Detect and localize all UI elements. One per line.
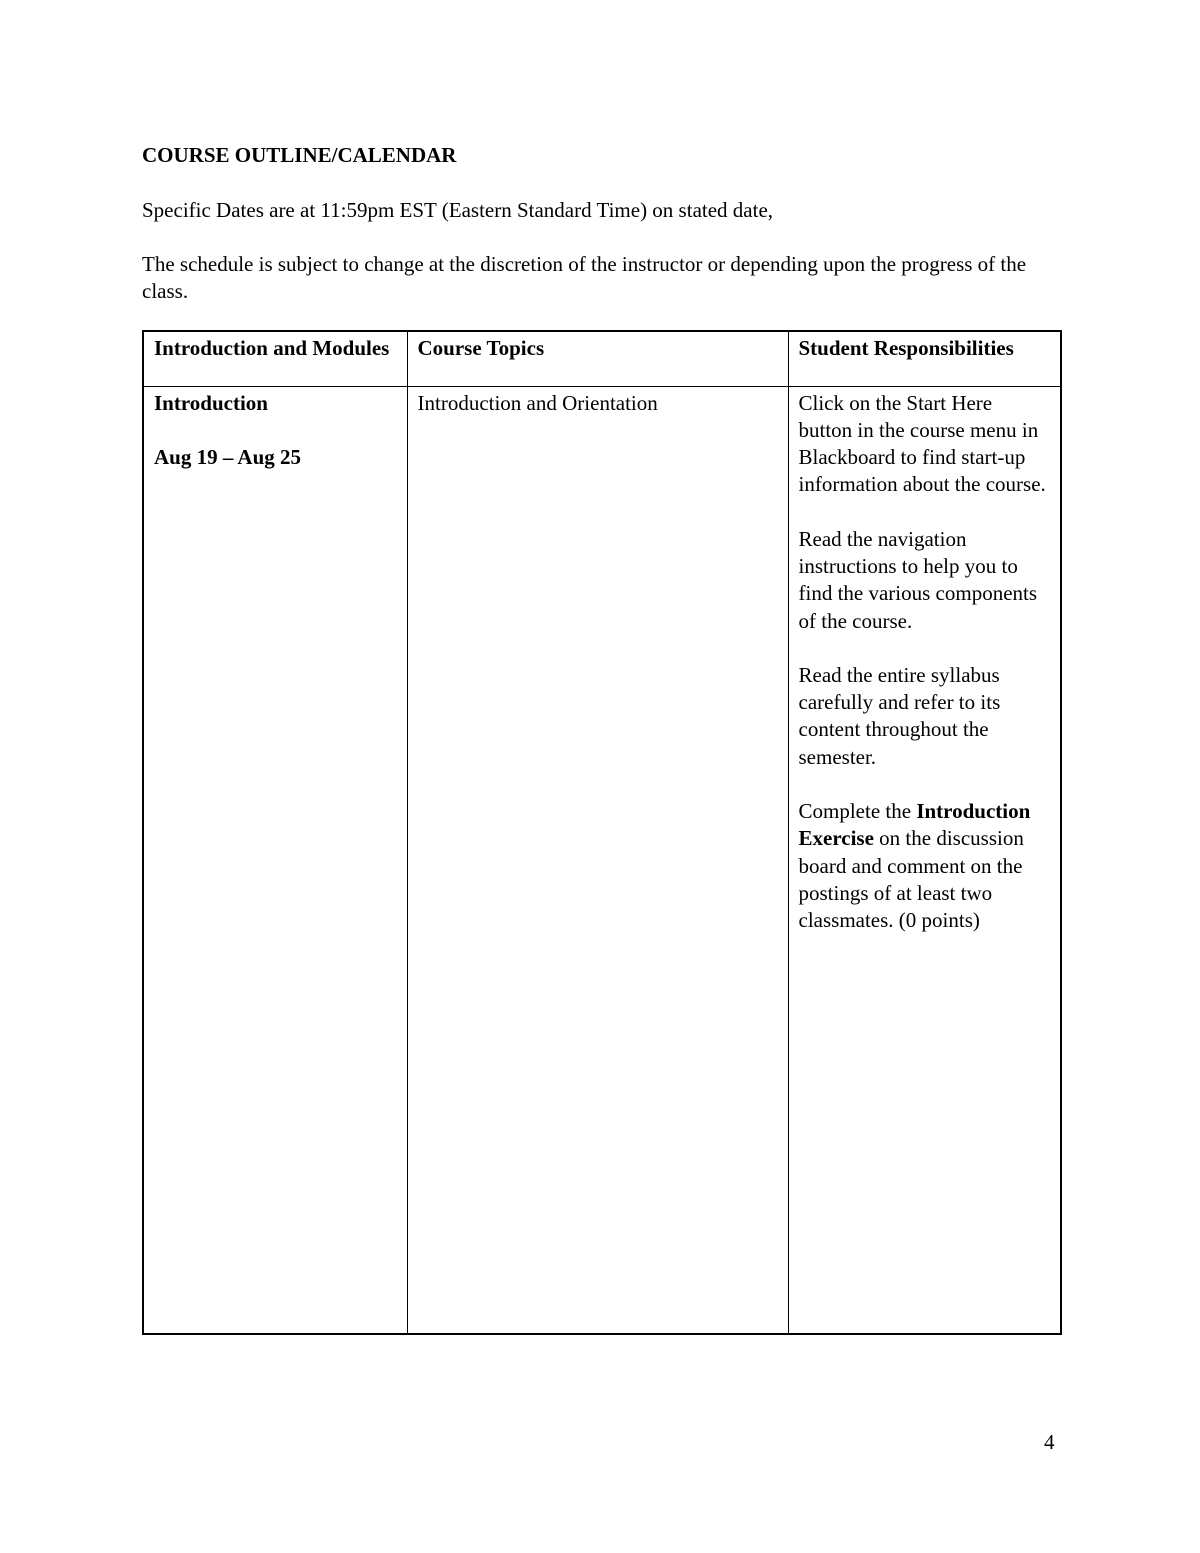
table-row [143, 386, 1061, 1334]
responsibility-3: Read the entire syllabus carefully and refer to its content throughout the semester. [798, 662, 1001, 769]
spacer [799, 771, 1051, 798]
introduction-exercise-label: Introduction Exercise [798, 799, 1031, 851]
dates-note: Specific Dates are at 11:59pm EST (Eastern Standard Time) on stated date, [142, 198, 774, 222]
module-name: Introduction [154, 390, 268, 415]
responsibility-4 [799, 798, 1051, 934]
header-topics: Course Topics [407, 331, 788, 386]
course-outline-table [142, 330, 1062, 1335]
topic-text: Introduction and Orientation [417, 390, 658, 415]
header-responsibilities: Student Responsibilities [788, 331, 1061, 386]
page-number: 4 [1044, 1430, 1055, 1454]
responsibility-4-prefix: Complete the [798, 799, 917, 824]
spacer [154, 417, 397, 444]
table-header-row [143, 331, 1061, 386]
schedule-note: The schedule is subject to change at the discretion of the instructor or depending upon the progress of the class. [142, 252, 1027, 303]
page-title: COURSE OUTLINE/CALENDAR [142, 143, 457, 167]
responsibility-1: Click on the Start Here button in the course menu in Blackboard to find start-up information about the course. [798, 390, 1046, 497]
responsibility-4-suffix: on the discussion board and comment on the postings of at least two classmates. (0 points) [798, 826, 1024, 933]
responsibilities-cell [788, 386, 1061, 1334]
responsibility-2: Read the navigation instructions to help you to find the various components of the course. [798, 526, 1038, 633]
spacer [799, 499, 1051, 526]
topic-cell [407, 386, 788, 1334]
header-modules: Introduction and Modules [143, 331, 407, 386]
module-dates: Aug 19 – Aug 25 [154, 444, 302, 469]
spacer [799, 635, 1051, 662]
module-cell [143, 386, 407, 1334]
